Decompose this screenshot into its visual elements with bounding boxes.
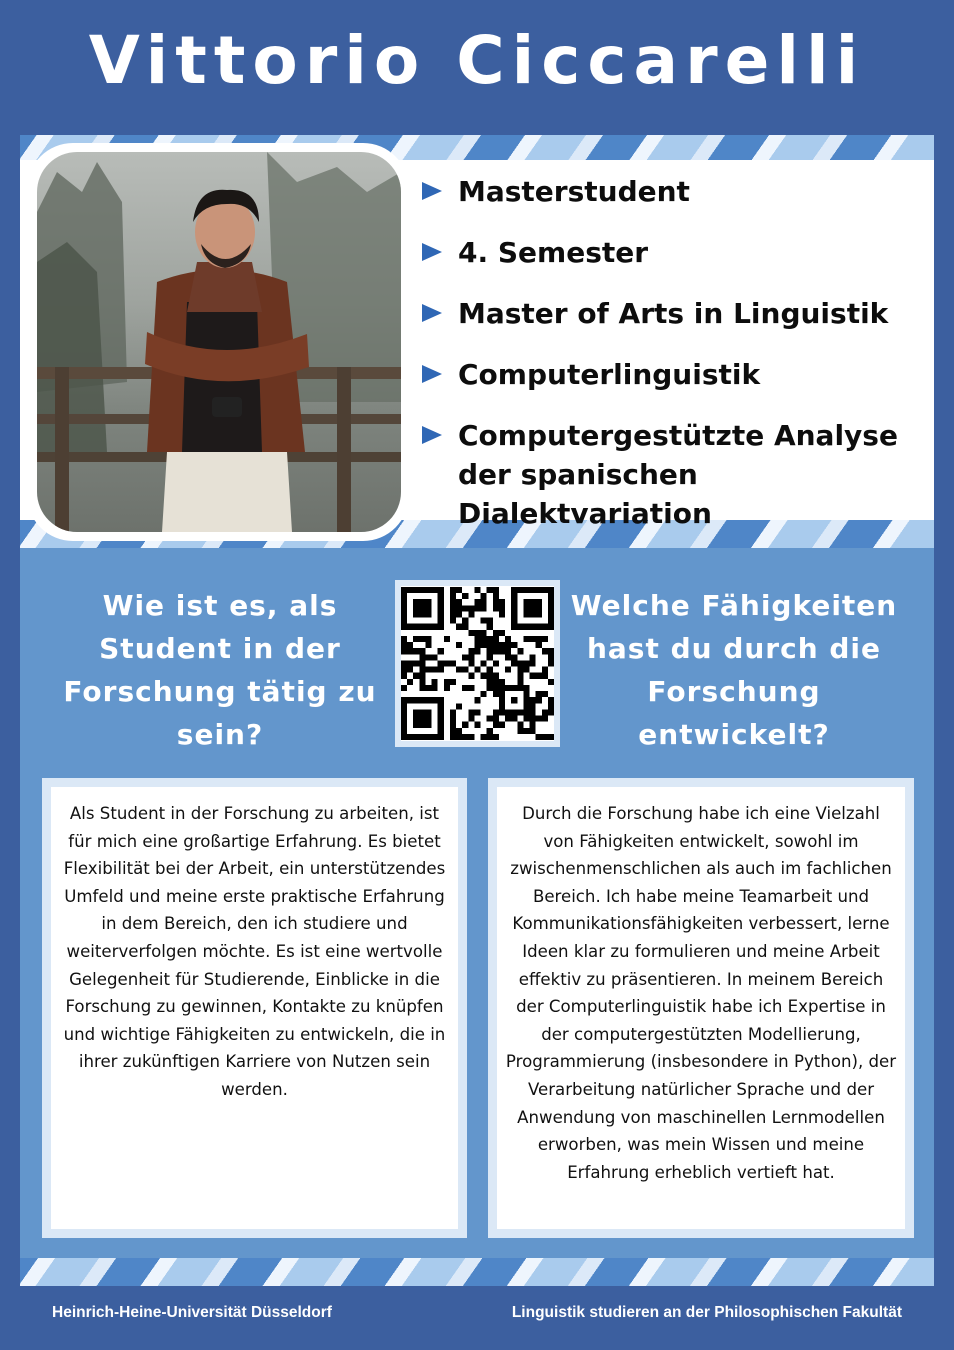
bullet-item	[422, 233, 934, 272]
person-photo-icon	[37, 152, 401, 532]
triangle-arrow-icon	[422, 304, 442, 322]
question-left: Wie ist es, als Student in der Forschung tätig zu sein?	[63, 589, 377, 751]
triangle-arrow-icon	[422, 426, 442, 444]
qr-code[interactable]	[395, 580, 560, 747]
answer-right: Durch die Forschung habe ich eine Vielzahl von Fähigkeiten entwickelt, sowohl im zwischenmenschlichen als auch im fachlichen Bereich. Ich habe meine Teamarbeit und Kommunikationsfähigkeiten verbessert, lerne Ideen klar zu formulieren und meine Arbeit effektiv zu präsentieren. In meinem Bereich der Computerlinguistik habe ich Expertise in der computergestützten Modellierung, Programmierung (insbesondere in Python), der Verarbeitung natürlicher Sprache und der Anwendung von maschinellen Lernmodellen erworben, was mein Wissen und meine Erfahrung erheblich vertieft hat.	[488, 778, 914, 1238]
bullet-text: Masterstudent	[458, 175, 690, 208]
bullet-text: 4. Semester	[458, 236, 649, 269]
question-right: Welche Fähigkeiten hast du durch die Forschung entwickelt?	[570, 589, 898, 751]
bullet-text: Master of Arts in Linguistik	[458, 297, 889, 330]
footer-program: Linguistik studieren an der Philosophischen Fakultät	[511, 1304, 902, 1321]
person-photo	[37, 152, 401, 532]
triangle-arrow-icon	[422, 243, 442, 261]
page-title: Vittorio Ciccarelli	[88, 22, 866, 99]
answer-left: Als Student in der Forschung zu arbeiten, ist für mich eine großartige Erfahrung. Es bietet Flexibilität bei der Arbeit, ein unterstützendes Umfeld und meine erste praktische Erfahrung in dem Bereich, den ich studiere und weiterverfolgen möchte. Es ist eine wertvolle Gelegenheit für Studierende, Einblicke in die Forschung zu gewinnen, Kontakte zu knüpfen und wichtige Fähigkeiten zu entwickeln, die in ihrer zukünftigen Karriere von Nutzen sein werden.	[42, 778, 467, 1238]
triangle-arrow-icon	[422, 365, 442, 383]
profile-bullet-list	[422, 172, 934, 555]
bullet-item	[422, 294, 934, 333]
qr-code-icon	[401, 586, 554, 741]
footer-university: Heinrich-Heine-Universität Düsseldorf	[52, 1304, 332, 1321]
bullet-item	[422, 416, 934, 533]
bullet-item	[422, 355, 934, 394]
bullet-text: Computergestützte Analyse der spanischen Dialektvariation	[458, 419, 898, 530]
bullet-item	[422, 172, 934, 211]
bullet-text: Computerlinguistik	[458, 358, 761, 391]
decorative-stripe-bottom	[20, 1258, 934, 1286]
triangle-arrow-icon	[422, 182, 442, 200]
